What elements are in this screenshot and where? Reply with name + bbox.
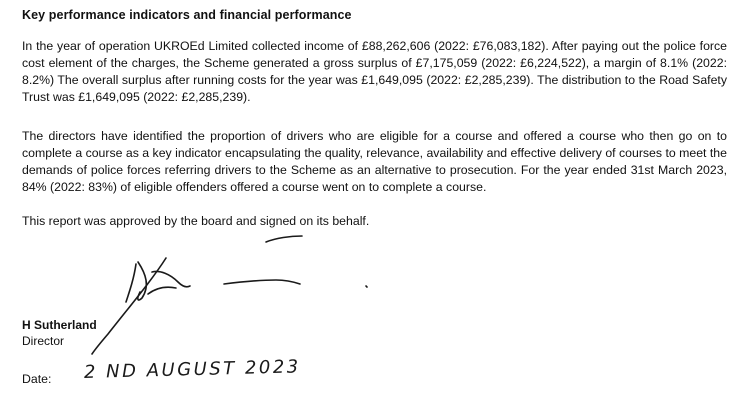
section-heading: Key performance indicators and financial performance	[22, 8, 352, 22]
handwritten-signature	[90, 228, 390, 358]
handwritten-date: 2 ND AUGUST 2023	[83, 356, 301, 383]
financial-performance-paragraph: In the year of operation UKROEd Limited collected income of £88,262,606 (2022: £76,083,182). After paying out the police force cost element of the charges, the Scheme generated a gross surplus of £7,175,059 (2022: £6,224,522), a margin of 8.1% (2022: 8.2%) The overall surplus after running costs for the year was £1,649,095 (2022: £2,285,239). The distribution to the Road Safety Trust was £1,649,095 (2022: £2,285,239).	[22, 39, 727, 104]
signatory-role: Director	[22, 334, 65, 348]
date-label: Date:	[22, 372, 52, 386]
signatory-name: H Sutherland	[22, 318, 97, 332]
key-indicator-paragraph: The directors have identified the proportion of drivers who are eligible for a course and offered a course who then go on to complete a course as a key indicator encapsulating the quality, relevance, availability and effective delivery of courses to meet the demands of police forces referring drivers to the Scheme as an alternative to prosecution. For the year ended 31st March 2023, 84% (2022: 83%) of eligible offenders offered a course went on to complete a course.	[22, 129, 727, 194]
approval-statement: This report was approved by the board and signed on its behalf.	[22, 214, 370, 228]
